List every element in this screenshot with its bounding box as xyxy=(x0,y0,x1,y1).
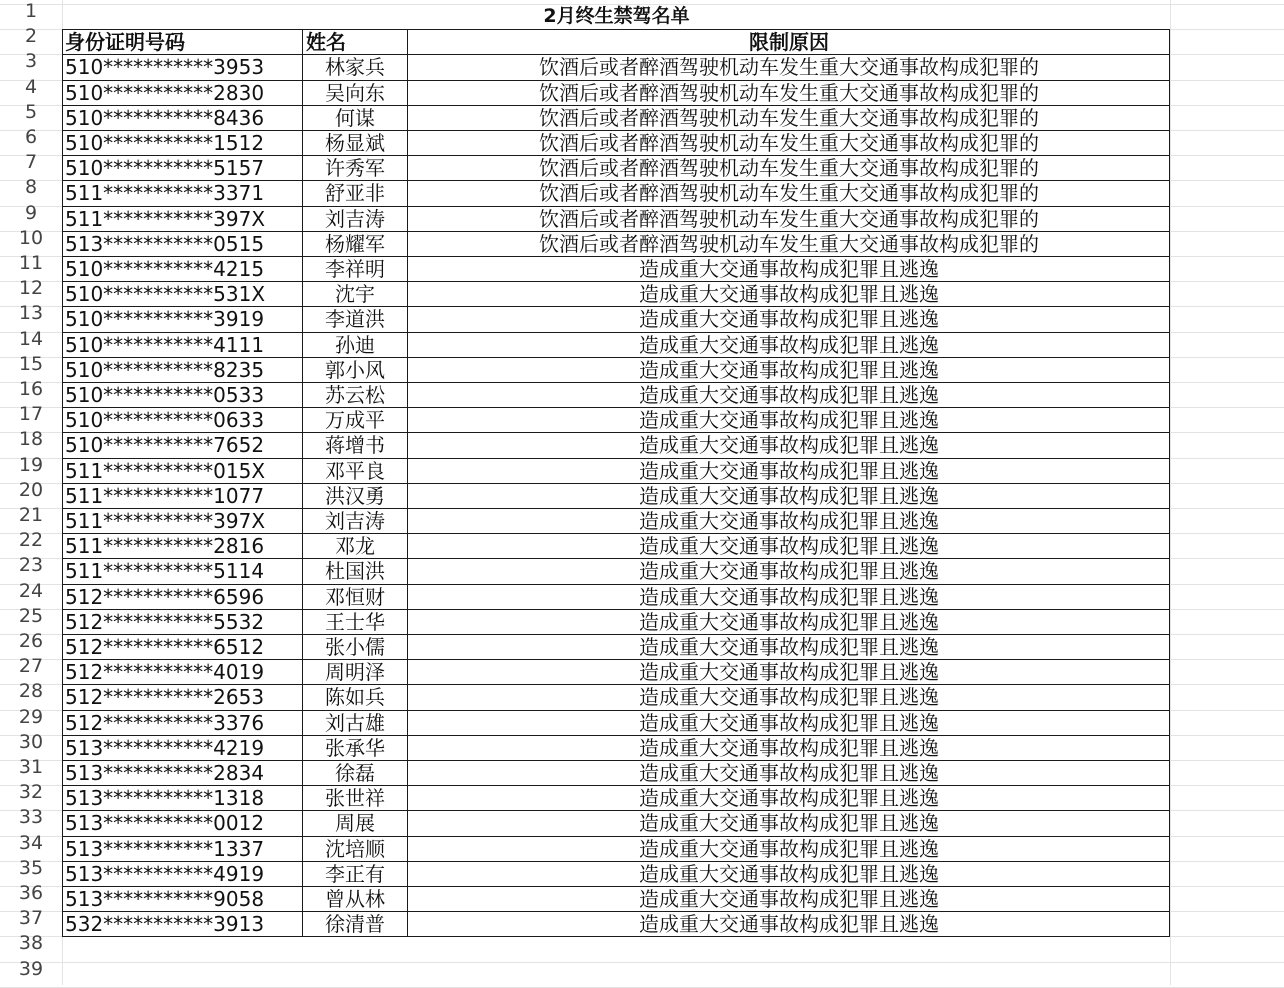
table-border-h xyxy=(62,357,1170,358)
id-cell[interactable]: 511***********2816 xyxy=(65,534,265,558)
row-number[interactable]: 39 xyxy=(18,958,44,980)
row-number[interactable]: 37 xyxy=(18,907,44,929)
table-border-h xyxy=(62,130,1170,131)
table-border-h xyxy=(62,710,1170,711)
row-number[interactable]: 20 xyxy=(18,479,44,501)
reason-cell[interactable]: 造成重大交通事故构成犯罪且逃逸 xyxy=(639,257,939,281)
gridline-h xyxy=(0,4,1284,5)
reason-cell[interactable]: 造成重大交通事故构成犯罪且逃逸 xyxy=(639,837,939,861)
name-cell[interactable]: 刘吉涛 xyxy=(325,207,385,231)
reason-cell[interactable]: 饮酒后或者醉酒驾驶机动车发生重大交通事故构成犯罪的 xyxy=(539,181,1039,205)
row-number[interactable]: 34 xyxy=(18,832,44,854)
row-number[interactable]: 5 xyxy=(24,101,38,123)
reason-cell[interactable]: 造成重大交通事故构成犯罪且逃逸 xyxy=(639,660,939,684)
name-cell[interactable]: 张世祥 xyxy=(325,786,385,810)
id-cell[interactable]: 511***********015X xyxy=(65,459,266,483)
reason-cell[interactable]: 造成重大交通事故构成犯罪且逃逸 xyxy=(639,635,939,659)
table-border-h xyxy=(62,936,1170,937)
name-cell[interactable]: 邓平良 xyxy=(325,459,385,483)
name-cell[interactable]: 沈宇 xyxy=(335,282,375,306)
reason-cell[interactable]: 造成重大交通事故构成犯罪且逃逸 xyxy=(639,761,939,785)
name-cell[interactable]: 洪汉勇 xyxy=(325,484,385,508)
reason-cell[interactable]: 造成重大交通事故构成犯罪且逃逸 xyxy=(639,484,939,508)
name-cell[interactable]: 杜国洪 xyxy=(325,559,385,583)
row-number[interactable]: 30 xyxy=(18,731,44,753)
id-cell[interactable]: 510***********8436 xyxy=(65,106,265,130)
name-cell[interactable]: 张小儒 xyxy=(325,635,385,659)
name-cell[interactable]: 蒋增书 xyxy=(325,433,385,457)
reason-cell[interactable]: 饮酒后或者醉酒驾驶机动车发生重大交通事故构成犯罪的 xyxy=(539,106,1039,130)
id-cell[interactable]: 511***********397X xyxy=(65,509,266,533)
id-cell[interactable]: 513***********9058 xyxy=(65,887,265,911)
reason-cell[interactable]: 造成重大交通事故构成犯罪且逃逸 xyxy=(639,307,939,331)
id-cell[interactable]: 513***********4219 xyxy=(65,736,265,760)
name-cell[interactable]: 徐清普 xyxy=(325,912,385,936)
id-cell[interactable]: 512***********2653 xyxy=(65,685,265,709)
table-border-h xyxy=(62,609,1170,610)
table-border-h xyxy=(62,180,1170,181)
table-border-h xyxy=(62,306,1170,307)
table-border-h xyxy=(62,105,1170,106)
reason-cell[interactable]: 造成重大交通事故构成犯罪且逃逸 xyxy=(639,534,939,558)
name-cell[interactable]: 李正有 xyxy=(325,862,385,886)
reason-cell[interactable]: 造成重大交通事故构成犯罪且逃逸 xyxy=(639,333,939,357)
id-cell[interactable]: 511***********1077 xyxy=(65,484,265,508)
table-border-h xyxy=(62,281,1170,282)
name-cell[interactable]: 何谋 xyxy=(335,106,375,130)
reason-cell[interactable]: 造成重大交通事故构成犯罪且逃逸 xyxy=(639,610,939,634)
reason-cell[interactable]: 饮酒后或者醉酒驾驶机动车发生重大交通事故构成犯罪的 xyxy=(539,131,1039,155)
name-cell[interactable]: 郭小风 xyxy=(325,358,385,382)
row-number[interactable]: 10 xyxy=(18,227,44,249)
table-border-h xyxy=(62,558,1170,559)
row-number[interactable]: 22 xyxy=(18,529,44,551)
row-number[interactable]: 23 xyxy=(18,554,44,576)
row-number[interactable]: 38 xyxy=(18,932,44,954)
reason-cell[interactable]: 造成重大交通事故构成犯罪且逃逸 xyxy=(639,559,939,583)
gridline-h xyxy=(0,962,1284,963)
reason-cell[interactable]: 造成重大交通事故构成犯罪且逃逸 xyxy=(639,786,939,810)
id-cell[interactable]: 512***********3376 xyxy=(65,711,265,735)
table-border-h xyxy=(62,533,1170,534)
id-cell[interactable]: 512***********5532 xyxy=(65,610,265,634)
id-cell[interactable]: 513***********1337 xyxy=(65,837,265,861)
row-number[interactable]: 35 xyxy=(18,857,44,879)
reason-cell[interactable]: 造成重大交通事故构成犯罪且逃逸 xyxy=(639,736,939,760)
name-cell[interactable]: 万成平 xyxy=(325,408,385,432)
name-cell[interactable]: 周明泽 xyxy=(325,660,385,684)
name-cell[interactable]: 吴向东 xyxy=(325,81,385,105)
row-number[interactable]: 19 xyxy=(18,454,44,476)
header-name[interactable]: 姓名 xyxy=(306,30,346,54)
table-border-h xyxy=(62,659,1170,660)
table-border-h xyxy=(62,483,1170,484)
table-border-h xyxy=(62,634,1170,635)
id-cell[interactable]: 510***********0533 xyxy=(65,383,265,407)
row-number[interactable]: 29 xyxy=(18,706,44,728)
name-cell[interactable]: 陈如兵 xyxy=(325,685,385,709)
name-cell[interactable]: 苏云松 xyxy=(325,383,385,407)
id-cell[interactable]: 510***********4215 xyxy=(65,257,265,281)
table-border-v xyxy=(302,29,303,937)
table-border-h xyxy=(62,735,1170,736)
reason-cell[interactable]: 造成重大交通事故构成犯罪且逃逸 xyxy=(639,585,939,609)
id-cell[interactable]: 513***********1318 xyxy=(65,786,265,810)
table-border-h xyxy=(62,861,1170,862)
name-cell[interactable]: 邓龙 xyxy=(335,534,375,558)
id-cell[interactable]: 511***********5114 xyxy=(65,559,265,583)
id-cell[interactable]: 512***********4019 xyxy=(65,660,265,684)
table-border-h xyxy=(62,332,1170,333)
row-number[interactable]: 4 xyxy=(24,76,38,98)
row-number[interactable]: 25 xyxy=(18,605,44,627)
reason-cell[interactable]: 造成重大交通事故构成犯罪且逃逸 xyxy=(639,862,939,886)
row-number[interactable]: 2 xyxy=(24,25,38,47)
row-number[interactable]: 15 xyxy=(18,353,44,375)
name-cell[interactable]: 孙迪 xyxy=(335,333,375,357)
id-cell[interactable]: 513***********2834 xyxy=(65,761,265,785)
name-cell[interactable]: 刘吉涛 xyxy=(325,509,385,533)
row-number[interactable]: 6 xyxy=(24,126,38,148)
reason-cell[interactable]: 造成重大交通事故构成犯罪且逃逸 xyxy=(639,383,939,407)
sheet-title[interactable]: 2月终生禁驾名单 xyxy=(543,5,690,27)
header-id[interactable]: 身份证明号码 xyxy=(65,30,185,54)
table-border-h xyxy=(62,810,1170,811)
reason-cell[interactable]: 造成重大交通事故构成犯罪且逃逸 xyxy=(639,811,939,835)
table-border-h xyxy=(62,836,1170,837)
row-number[interactable]: 9 xyxy=(24,202,38,224)
id-cell[interactable]: 510***********3953 xyxy=(65,55,265,79)
reason-cell[interactable]: 造成重大交通事故构成犯罪且逃逸 xyxy=(639,509,939,533)
name-cell[interactable]: 徐磊 xyxy=(335,761,375,785)
id-cell[interactable]: 510***********1512 xyxy=(65,131,265,155)
row-number[interactable]: 11 xyxy=(18,252,44,274)
name-cell[interactable]: 李祥明 xyxy=(325,257,385,281)
name-cell[interactable]: 周展 xyxy=(335,811,375,835)
reason-cell[interactable]: 造成重大交通事故构成犯罪且逃逸 xyxy=(639,912,939,936)
row-number[interactable]: 17 xyxy=(18,403,44,425)
reason-cell[interactable]: 造成重大交通事故构成犯罪且逃逸 xyxy=(639,711,939,735)
reason-cell[interactable]: 饮酒后或者醉酒驾驶机动车发生重大交通事故构成犯罪的 xyxy=(539,55,1039,79)
row-number[interactable]: 18 xyxy=(18,428,44,450)
row-number[interactable]: 32 xyxy=(18,781,44,803)
table-border-h xyxy=(62,231,1170,232)
id-cell[interactable]: 512***********6596 xyxy=(65,585,265,609)
table-border-h xyxy=(62,684,1170,685)
reason-cell[interactable]: 造成重大交通事故构成犯罪且逃逸 xyxy=(639,358,939,382)
id-cell[interactable]: 510***********7652 xyxy=(65,433,265,457)
reason-cell[interactable]: 造成重大交通事故构成犯罪且逃逸 xyxy=(639,685,939,709)
id-cell[interactable]: 513***********4919 xyxy=(65,862,265,886)
table-border-h xyxy=(62,911,1170,912)
row-number[interactable]: 16 xyxy=(18,378,44,400)
reason-cell[interactable]: 造成重大交通事故构成犯罪且逃逸 xyxy=(639,433,939,457)
name-cell[interactable]: 杨耀军 xyxy=(325,232,385,256)
table-border-h xyxy=(62,584,1170,585)
table-border-v xyxy=(62,29,63,937)
table-border-h xyxy=(62,256,1170,257)
row-number[interactable]: 33 xyxy=(18,806,44,828)
row-number[interactable]: 28 xyxy=(18,680,44,702)
reason-cell[interactable]: 饮酒后或者醉酒驾驶机动车发生重大交通事故构成犯罪的 xyxy=(539,232,1039,256)
name-cell[interactable]: 舒亚非 xyxy=(325,181,385,205)
id-cell[interactable]: 510***********4111 xyxy=(65,333,265,357)
table-border-h xyxy=(62,155,1170,156)
table-border-h xyxy=(62,458,1170,459)
table-border-h xyxy=(62,206,1170,207)
table-border-h xyxy=(62,80,1170,81)
reason-cell[interactable]: 饮酒后或者醉酒驾驶机动车发生重大交通事故构成犯罪的 xyxy=(539,207,1039,231)
id-cell[interactable]: 510***********531X xyxy=(65,282,266,306)
name-cell[interactable]: 王士华 xyxy=(325,610,385,634)
table-border-h xyxy=(62,785,1170,786)
header-reason[interactable]: 限制原因 xyxy=(749,30,829,54)
row-number[interactable]: 3 xyxy=(24,50,38,72)
table-border-v xyxy=(1169,29,1170,937)
id-cell[interactable]: 532***********3913 xyxy=(65,912,265,936)
reason-cell[interactable]: 饮酒后或者醉酒驾驶机动车发生重大交通事故构成犯罪的 xyxy=(539,81,1039,105)
name-cell[interactable]: 曾从林 xyxy=(325,887,385,911)
table-border-h xyxy=(62,432,1170,433)
table-border-h xyxy=(62,760,1170,761)
table-border-h xyxy=(62,54,1170,55)
id-cell[interactable]: 511***********3371 xyxy=(65,181,265,205)
row-number[interactable]: 7 xyxy=(24,151,38,173)
name-cell[interactable]: 杨显斌 xyxy=(325,131,385,155)
id-cell[interactable]: 513***********0012 xyxy=(65,811,265,835)
reason-cell[interactable]: 造成重大交通事故构成犯罪且逃逸 xyxy=(639,887,939,911)
row-number[interactable]: 36 xyxy=(18,882,44,904)
reason-cell[interactable]: 造成重大交通事故构成犯罪且逃逸 xyxy=(639,282,939,306)
id-cell[interactable]: 511***********397X xyxy=(65,207,266,231)
reason-cell[interactable]: 饮酒后或者醉酒驾驶机动车发生重大交通事故构成犯罪的 xyxy=(539,156,1039,180)
name-cell[interactable]: 刘古雄 xyxy=(325,711,385,735)
row-number[interactable]: 26 xyxy=(18,630,44,652)
name-cell[interactable]: 沈培顺 xyxy=(325,837,385,861)
table-border-h xyxy=(62,29,1170,30)
reason-cell[interactable]: 造成重大交通事故构成犯罪且逃逸 xyxy=(639,459,939,483)
row-number[interactable]: 14 xyxy=(18,328,44,350)
table-border-h xyxy=(62,382,1170,383)
table-border-h xyxy=(62,886,1170,887)
reason-cell[interactable]: 造成重大交通事故构成犯罪且逃逸 xyxy=(639,408,939,432)
id-cell[interactable]: 510***********2830 xyxy=(65,81,265,105)
table-border-h xyxy=(62,407,1170,408)
id-cell[interactable]: 510***********3919 xyxy=(65,307,265,331)
row-number[interactable]: 12 xyxy=(18,277,44,299)
id-cell[interactable]: 513***********0515 xyxy=(65,232,265,256)
gridline-v xyxy=(1170,0,1171,985)
row-number[interactable]: 27 xyxy=(18,655,44,677)
id-cell[interactable]: 512***********6512 xyxy=(65,635,265,659)
id-cell[interactable]: 510***********8235 xyxy=(65,358,265,382)
id-cell[interactable]: 510***********0633 xyxy=(65,408,265,432)
name-cell[interactable]: 李道洪 xyxy=(325,307,385,331)
name-cell[interactable]: 邓恒财 xyxy=(325,585,385,609)
row-number[interactable]: 21 xyxy=(18,504,44,526)
table-border-h xyxy=(62,508,1170,509)
row-number[interactable]: 24 xyxy=(18,580,44,602)
table-border-v xyxy=(407,29,408,937)
row-number[interactable]: 8 xyxy=(24,176,38,198)
id-cell[interactable]: 510***********5157 xyxy=(65,156,265,180)
row-number[interactable]: 13 xyxy=(18,302,44,324)
row-number[interactable]: 31 xyxy=(18,756,44,778)
name-cell[interactable]: 张承华 xyxy=(325,736,385,760)
row-number[interactable]: 1 xyxy=(24,0,38,22)
name-cell[interactable]: 林家兵 xyxy=(325,55,385,79)
name-cell[interactable]: 许秀军 xyxy=(325,156,385,180)
